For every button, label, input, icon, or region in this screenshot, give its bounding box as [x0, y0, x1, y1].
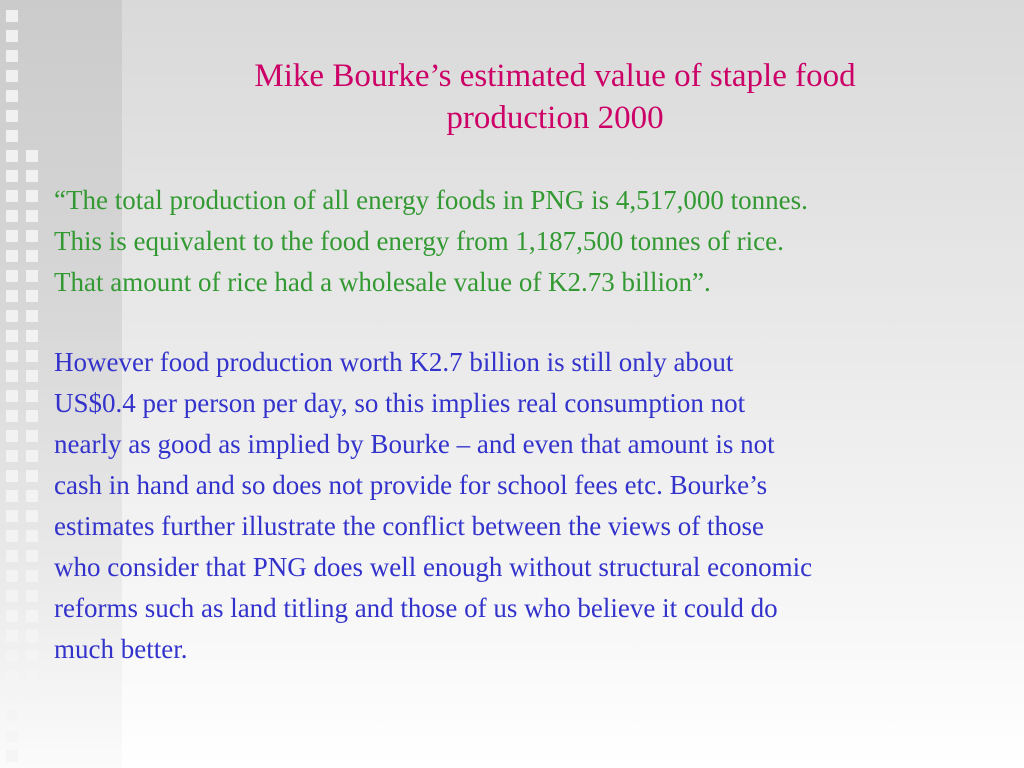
decorative-square: [6, 430, 18, 442]
decorative-square: [26, 410, 38, 422]
decorative-square: [6, 610, 18, 622]
slide-title: Mike Bourke’s estimated value of staple food production 2000: [254, 58, 856, 136]
decorative-square: [26, 310, 38, 322]
decorative-square: [26, 250, 38, 262]
decorative-square: [6, 710, 18, 722]
decorative-square: [6, 30, 18, 42]
decorative-square: [26, 370, 38, 382]
decorative-square: [6, 110, 18, 122]
decorative-square: [26, 390, 38, 402]
decorative-square: [26, 690, 38, 702]
decorative-square: [6, 530, 18, 542]
decorative-square: [26, 490, 38, 502]
decorative-square: [26, 530, 38, 542]
decorative-square: [6, 230, 18, 242]
decorative-square: [6, 130, 18, 142]
decorative-square: [26, 430, 38, 442]
decorative-square: [6, 550, 18, 562]
decorative-square: [26, 350, 38, 362]
decorative-squares: [0, 0, 40, 768]
quote-paragraph: “The total production of all energy foods in PNG is 4,517,000 tonnes. This is equivalent to the food energy from 1,187,500 tonnes of rice. That amount of rice had a wholesale value of K2.73 billion”.: [54, 185, 808, 297]
decorative-square: [6, 590, 18, 602]
decorative-square: [6, 50, 18, 62]
decorative-square: [26, 150, 38, 162]
decorative-square: [6, 650, 18, 662]
decorative-square: [6, 270, 18, 282]
decorative-square: [26, 570, 38, 582]
decorative-square: [6, 490, 18, 502]
decorative-square: [6, 330, 18, 342]
commentary-paragraph: However food production worth K2.7 billion is still only about US$0.4 per person per day, so this implies real consumption not nearly as good as implied by Bourke – and even that amount is not cash in hand and so does not provide for school fees etc. Bourke’s estimates further illustrate the conflict between the views of those who consider that PNG does well enough without structural economic reforms such as land titling and those of us who believe it could do much better.: [54, 347, 813, 664]
decorative-square: [6, 190, 18, 202]
decorative-square: [26, 670, 38, 682]
decorative-square: [6, 250, 18, 262]
decorative-square: [6, 170, 18, 182]
decorative-square: [26, 470, 38, 482]
decorative-square: [26, 270, 38, 282]
decorative-square: [26, 170, 38, 182]
decorative-square: [26, 510, 38, 522]
decorative-square: [6, 90, 18, 102]
decorative-square: [6, 570, 18, 582]
decorative-square: [6, 730, 18, 742]
decorative-square: [6, 670, 18, 682]
decorative-square: [6, 10, 18, 22]
decorative-square: [26, 630, 38, 642]
decorative-square: [26, 450, 38, 462]
decorative-square: [26, 230, 38, 242]
decorative-square: [6, 410, 18, 422]
decorative-square: [6, 310, 18, 322]
decorative-square: [26, 330, 38, 342]
decorative-square: [26, 650, 38, 662]
decorative-square: [26, 290, 38, 302]
decorative-square: [26, 190, 38, 202]
decorative-square: [6, 370, 18, 382]
decorative-square: [26, 590, 38, 602]
decorative-square: [6, 510, 18, 522]
decorative-square: [26, 550, 38, 562]
decorative-square: [6, 690, 18, 702]
decorative-square: [6, 290, 18, 302]
decorative-square: [26, 610, 38, 622]
decorative-square: [6, 630, 18, 642]
decorative-square: [6, 150, 18, 162]
decorative-square: [6, 470, 18, 482]
decorative-square: [6, 350, 18, 362]
decorative-square: [6, 450, 18, 462]
decorative-square: [6, 210, 18, 222]
decorative-square: [6, 70, 18, 82]
decorative-square: [6, 390, 18, 402]
decorative-square: [6, 750, 18, 762]
decorative-square: [26, 210, 38, 222]
